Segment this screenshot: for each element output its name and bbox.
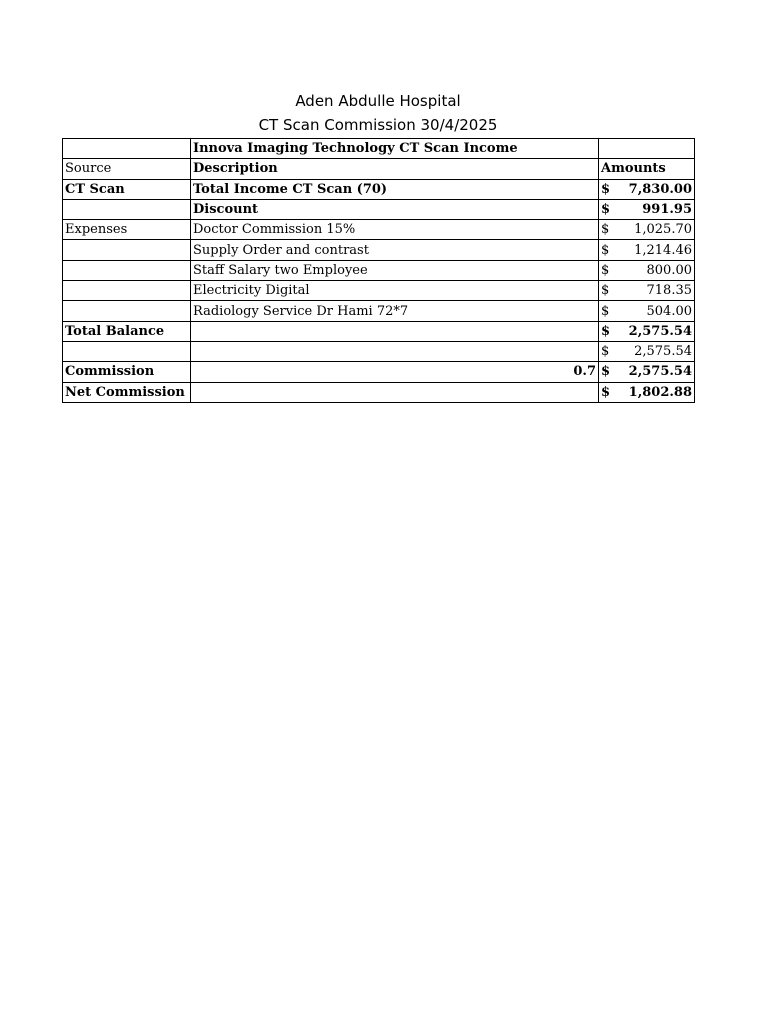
currency-symbol: $ xyxy=(601,303,610,319)
table-row xyxy=(63,321,695,341)
table-row xyxy=(63,139,695,159)
description-cell: Supply Order and contrast xyxy=(191,240,599,260)
currency-symbol: $ xyxy=(601,222,610,238)
source-cell: Commission xyxy=(63,362,191,382)
amount-cell xyxy=(599,281,695,301)
source-cell xyxy=(63,260,191,280)
currency-symbol: $ xyxy=(601,202,611,218)
amount-value: 718.35 xyxy=(646,283,692,299)
amount-cell xyxy=(599,179,695,199)
table-row xyxy=(63,240,695,260)
description-cell: Staff Salary two Employee xyxy=(191,260,599,280)
source-cell: Total Balance xyxy=(63,321,191,341)
table-row xyxy=(63,260,695,280)
currency-symbol: $ xyxy=(601,262,610,278)
table-row xyxy=(63,199,695,219)
amount-value: 504.00 xyxy=(646,303,692,319)
amount-value: 1,802.88 xyxy=(628,384,692,400)
table-row xyxy=(63,159,695,179)
table-row xyxy=(63,362,695,382)
currency-symbol: $ xyxy=(601,323,611,339)
commission-table xyxy=(62,138,695,403)
amount-cell xyxy=(599,199,695,219)
description-cell: Radiology Service Dr Hami 72*7 xyxy=(191,301,599,321)
rate-cell: 0.7 xyxy=(191,362,599,382)
source-cell xyxy=(63,281,191,301)
amount-value: 2,575.54 xyxy=(628,364,692,380)
currency-symbol: $ xyxy=(601,181,611,197)
amount-value: 2,575.54 xyxy=(628,323,692,339)
table-row xyxy=(63,220,695,240)
amount-cell xyxy=(599,240,695,260)
amount-value: 1,025.70 xyxy=(634,222,692,238)
source-cell xyxy=(63,199,191,219)
amount-cell xyxy=(599,301,695,321)
source-cell xyxy=(63,139,191,159)
amount-cell xyxy=(599,260,695,280)
amount-value: 800.00 xyxy=(646,262,692,278)
amount-value: 2,575.54 xyxy=(634,344,692,360)
table-row xyxy=(63,301,695,321)
source-cell: CT Scan xyxy=(63,179,191,199)
description-cell: Innova Imaging Technology CT Scan Income xyxy=(191,139,599,159)
table-row xyxy=(63,382,695,402)
source-cell xyxy=(63,341,191,361)
description-cell xyxy=(191,321,599,341)
currency-symbol: $ xyxy=(601,283,610,299)
amount-value: 1,214.46 xyxy=(634,242,692,258)
currency-symbol: $ xyxy=(601,344,610,360)
description-cell: Doctor Commission 15% xyxy=(191,220,599,240)
source-cell xyxy=(63,301,191,321)
description-cell xyxy=(191,382,599,402)
description-cell: Discount xyxy=(191,199,599,219)
description-header-cell: Description xyxy=(191,159,599,179)
currency-symbol: $ xyxy=(601,364,611,380)
source-header-cell: Source xyxy=(63,159,191,179)
source-cell: Expenses xyxy=(63,220,191,240)
description-cell: Total Income CT Scan (70) xyxy=(191,179,599,199)
source-cell xyxy=(63,240,191,260)
report-subtitle: CT Scan Commission 30/4/2025 xyxy=(258,116,498,134)
amount-cell xyxy=(599,341,695,361)
amount-cell xyxy=(599,220,695,240)
source-cell: Net Commission xyxy=(63,382,191,402)
table-row xyxy=(63,281,695,301)
currency-symbol: $ xyxy=(601,242,610,258)
amount-cell xyxy=(599,139,695,159)
table-row xyxy=(63,341,695,361)
amount-header-cell: Amounts xyxy=(599,159,695,179)
amount-cell xyxy=(599,362,695,382)
amount-cell xyxy=(599,321,695,341)
hospital-title: Aden Abdulle Hospital xyxy=(295,92,461,110)
table-row xyxy=(63,179,695,199)
amount-value: 7,830.00 xyxy=(628,181,692,197)
description-cell xyxy=(191,341,599,361)
amount-cell xyxy=(599,382,695,402)
amount-value: 991.95 xyxy=(642,202,692,218)
currency-symbol: $ xyxy=(601,384,611,400)
description-cell: Electricity Digital xyxy=(191,281,599,301)
